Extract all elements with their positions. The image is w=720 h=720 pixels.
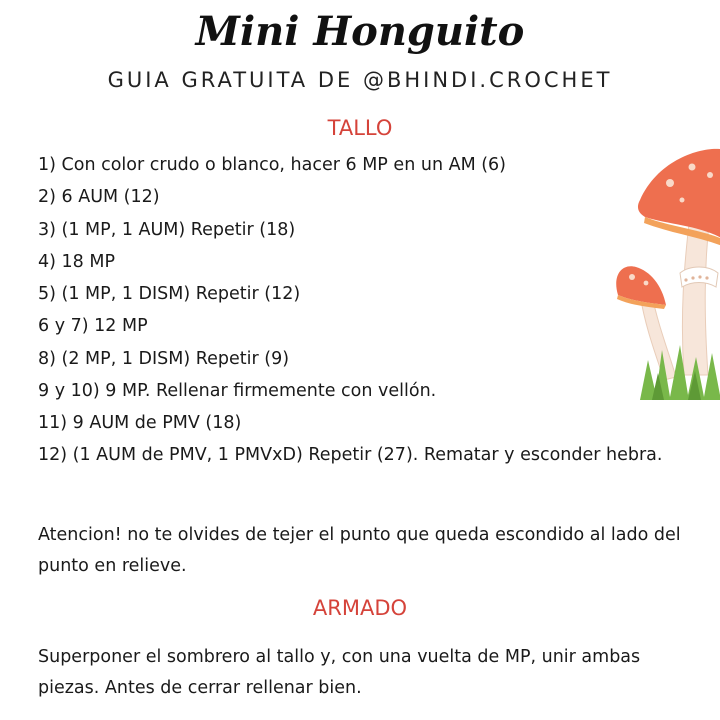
page-title: Mini Honguito bbox=[195, 8, 525, 55]
list-item: 1) Con color crudo o blanco, hacer 6 MP en un AM (6) bbox=[38, 155, 507, 175]
section-heading-tallo: TALLO bbox=[327, 116, 393, 140]
list-item: 4) 18 MP bbox=[38, 251, 116, 272]
cap-shape bbox=[638, 149, 720, 240]
note-text: Atencion! no te olvides de tejer el punto que queda escondido al lado del punto en relieve. bbox=[38, 525, 681, 576]
tallo-steps-list bbox=[38, 149, 668, 471]
list-item: 3) (1 MP, 1 AUM) Repetir (18) bbox=[38, 219, 296, 240]
list-item: 9 y 10) 9 MP. Rellenar firmemente con vellón. bbox=[38, 381, 437, 402]
list-item: 11) 9 AUM de PMV (18) bbox=[38, 413, 242, 434]
list-item: 5) (1 MP, 1 DISM) Repetir (12) bbox=[38, 284, 301, 305]
mushroom-illustration bbox=[600, 145, 720, 400]
list-item: 2) 6 AUM (12) bbox=[38, 187, 160, 208]
section-heading-armado: ARMADO bbox=[312, 596, 408, 620]
armado-text: Superponer el sombrero al tallo y, con una vuelta de MP, unir ambas piezas. Antes de cerrar rellenar bien. bbox=[38, 647, 641, 698]
page-subtitle: GUIA GRATUITA DE @BHINDI.CROCHET bbox=[107, 68, 613, 92]
list-item: 6 y 7) 12 MP bbox=[38, 316, 148, 337]
list-item: 8) (2 MP, 1 DISM) Repetir (9) bbox=[38, 348, 290, 369]
list-item: 12) (1 AUM de PMV, 1 PMVxD) Repetir (27). Rematar y esconder hebra. bbox=[38, 444, 663, 465]
